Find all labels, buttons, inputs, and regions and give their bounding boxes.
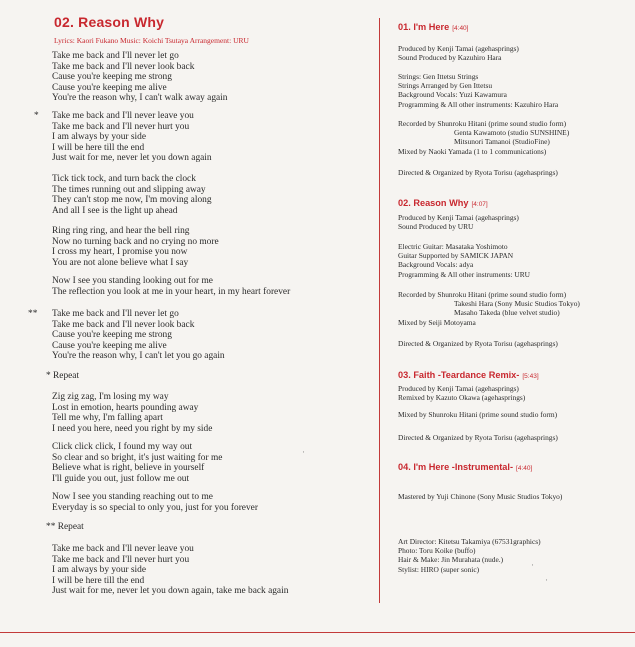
lyric-text: I am always by your side: [52, 565, 146, 576]
track-duration: [4:07]: [471, 201, 488, 208]
lyric-text: Take me back and I'll never hurt you: [52, 554, 190, 565]
lyric-text: You are not alone believe what I say: [52, 257, 189, 268]
column-divider: [379, 18, 380, 603]
lyric-stanza: [34, 544, 374, 597]
lyric-line: [34, 174, 374, 185]
lyric-text: Click click click, I found my way out: [52, 442, 193, 452]
track-title: 04. I'm Here -Instrumental-: [398, 462, 514, 472]
lyric-line: [28, 309, 374, 320]
credit-block: [398, 290, 630, 327]
song-title: 02. Reason Why: [54, 14, 165, 30]
credit-line: Sound Produced by URU: [398, 222, 474, 232]
lyric-text: Take me back and I'll never leave you: [52, 111, 194, 121]
lyric-line: [34, 153, 374, 164]
lyric-line: [34, 463, 374, 474]
lyric-stanza: [34, 111, 374, 164]
lyric-line: [34, 586, 374, 597]
lyric-stanza: [28, 309, 374, 362]
lyric-line: [34, 424, 374, 435]
lyric-stanza: [34, 442, 374, 484]
lyric-text: You're the reason why, I can't walk away again: [52, 93, 228, 104]
lyric-stanza: [34, 174, 374, 216]
track-duration: [4:40]: [516, 465, 533, 472]
lyric-stanza: [34, 492, 374, 513]
track-duration: [5:43]: [522, 373, 539, 380]
credit-line: Directed & Organized by Ryota Torisu (agehasprings): [398, 168, 558, 177]
track-heading: [398, 198, 488, 208]
lyric-text: Cause you're keeping me strong: [52, 72, 172, 83]
credit-block: [398, 168, 630, 177]
lyric-text: The reflection you look at me in your heart, in my heart forever: [52, 286, 291, 297]
lyric-line: [34, 330, 374, 341]
credit-line: Mastered by Yuji Chinone (Sony Music Studios Tokyo): [398, 492, 563, 501]
song-credits: Lyrics: Kaori Fukano Music: Koichi Tsutaya Arrangement: URU: [54, 36, 249, 45]
lyric-line: [34, 206, 374, 217]
staff-credits: [398, 537, 630, 574]
chorus-marker: **: [28, 309, 38, 319]
lyric-text: Take me back and I'll never let go: [52, 309, 179, 319]
lyric-line: [34, 62, 374, 73]
lyric-line: [34, 226, 374, 237]
credit-block: [398, 384, 630, 402]
lyric-stanza: [34, 226, 374, 268]
lyric-text: Take me back and I'll never look back: [52, 61, 195, 72]
lyric-text: They can't stop me now, I'm moving along: [52, 195, 212, 206]
credit-line: Programming & All other instruments: Kazuhiro Hara: [398, 99, 559, 109]
credit-line: Produced by Kenji Tamai (agehasprings): [398, 213, 519, 222]
lyric-text: Zig zig zag, I'm losing my way: [52, 392, 169, 402]
lyric-line: [34, 258, 374, 269]
credit-line: Background Vocals: Yuzi Kawamura: [398, 90, 507, 100]
lyric-text: And all I see is the light up ahead: [52, 205, 178, 216]
lyric-stanza: [34, 276, 374, 297]
credit-line: Remixed by Kazuto Okawa (agehasprings): [398, 393, 526, 403]
lyric-text: I am always by your side: [52, 132, 146, 143]
credit-line: Produced by Kenji Tamai (agehasprings): [398, 384, 519, 393]
lyric-stanza: [34, 51, 374, 104]
staff-credit-line: Art Director: Kitetsu Takamiya (67531graphics): [398, 537, 541, 546]
credit-block: [398, 72, 630, 109]
credit-block: [398, 339, 630, 348]
lyric-line: [34, 474, 374, 485]
credit-line: Strings: Gen Ittetsu Strings: [398, 72, 479, 81]
credit-line: Recorded by Shunroku Hitani (prime sound studio form): [398, 119, 567, 128]
credit-line: Programming & All other instruments: URU: [398, 269, 530, 279]
lyric-text: I will be here till the end: [52, 142, 145, 153]
lyric-text: Cause you're keeping me strong: [52, 330, 172, 341]
lyric-line: [34, 93, 374, 104]
credit-block: [398, 213, 630, 231]
credit-line: Electric Guitar: Masataka Yoshimoto: [398, 242, 508, 251]
lyric-text: Just wait for me, never let you down again: [52, 153, 212, 164]
lyric-text: Tick tick tock, and turn back the clock: [52, 174, 196, 184]
lyric-line: [34, 122, 374, 133]
lyric-line: [34, 565, 374, 576]
credit-line: Mixed by Seiji Motoyama: [398, 317, 476, 327]
lyric-line: [34, 351, 374, 362]
lyric-text: Cause you're keeping me alive: [52, 340, 167, 351]
lyric-text: Cause you're keeping me alive: [52, 82, 167, 93]
lyric-line: [34, 392, 374, 403]
credit-line: Mixed by Naoki Yamada (1 to 1 communications): [398, 146, 547, 156]
lyric-line: [34, 453, 374, 464]
credit-block: [398, 410, 630, 419]
lyric-line: [34, 413, 374, 424]
lyric-text: Tell me why, I'm falling apart: [52, 413, 163, 424]
track-title: 01. I'm Here: [398, 22, 450, 32]
lyric-text: The times running out and slipping away: [52, 184, 206, 195]
lyric-line: [34, 287, 374, 298]
lyric-text: Take me back and I'll never look back: [52, 319, 195, 330]
credit-line: Mixed by Shunroku Hitani (prime sound studio form): [398, 410, 558, 419]
staff-credit-line: Stylist: HIRO (super sonic): [398, 564, 480, 574]
lyric-line: [34, 503, 374, 514]
track-heading: [398, 22, 468, 32]
lyric-text: I need you here, need you right by my side: [52, 423, 213, 434]
track-duration: [4:40]: [452, 25, 469, 32]
staff-credit-line: Photo: Toru Koike (buffo): [398, 546, 476, 556]
speck-mark: ·: [302, 447, 305, 457]
credit-line: Produced by Kenji Tamai (agehasprings): [398, 44, 519, 53]
lyric-text: I will be here till the end: [52, 575, 145, 586]
lyric-text: Ring ring ring, and hear the bell ring: [52, 226, 190, 236]
lyric-text: Now I see you standing reaching out to me: [52, 492, 213, 502]
lyric-text: Now no turning back and no crying no more: [52, 236, 219, 247]
lyric-line: [34, 111, 374, 122]
lyric-line: [34, 403, 374, 414]
lyric-line: [34, 576, 374, 587]
lyric-line: [34, 247, 374, 258]
lyric-line: [34, 442, 374, 453]
lyric-line: [34, 276, 374, 287]
speck-mark: ·: [531, 560, 534, 570]
staff-credit-line: Hair & Make: Jin Murahata (nude.): [398, 555, 504, 565]
lyric-text: Now I see you standing looking out for me: [52, 276, 213, 286]
credit-line: Directed & Organized by Ryota Torisu (agehasprings): [398, 339, 558, 348]
credit-block: [398, 433, 630, 442]
lyric-stanza: [34, 392, 374, 434]
track-title: 03. Faith -Teardance Remix-: [398, 370, 520, 380]
credit-line: Takeshi Hara (Sony Music Studios Tokyo): [454, 299, 580, 309]
repeat-marker: * Repeat: [46, 371, 80, 381]
lyric-text: Take me back and I'll never hurt you: [52, 121, 190, 132]
bottom-rule: [0, 632, 635, 633]
repeat-marker: ** Repeat: [46, 522, 84, 532]
credit-block: [398, 242, 630, 279]
lyric-line: [34, 51, 374, 62]
lyric-text: Believe what is right, believe in yourself: [52, 463, 205, 474]
lyric-line: [34, 237, 374, 248]
lyric-line: [34, 341, 374, 352]
lyric-line: [34, 195, 374, 206]
lyric-line: [34, 72, 374, 83]
credit-line: Recorded by Shunroku Hitani (prime sound studio form): [398, 290, 567, 299]
lyric-line: [34, 320, 374, 331]
credit-block: [398, 119, 630, 156]
track-title: 02. Reason Why: [398, 198, 469, 208]
lyric-text: You're the reason why, I can't let you go again: [52, 351, 225, 362]
credit-block: [398, 44, 630, 62]
lyric-text: Everyday is so special to only you, just for you forever: [52, 502, 258, 513]
track-heading: [398, 370, 539, 380]
lyric-line: [34, 83, 374, 94]
speck-mark: ·: [545, 575, 548, 585]
lyric-line: [34, 185, 374, 196]
lyric-line: [34, 544, 374, 555]
lyric-line: [34, 492, 374, 503]
credit-line: Masaho Takeda (blue velvet studio): [454, 308, 560, 318]
lyric-text: Take me back and I'll never leave you: [52, 544, 194, 554]
credit-line: Sound Produced by Kazuhiro Hara: [398, 53, 502, 63]
credit-line: Guitar Supported by SAMICK JAPAN: [398, 251, 514, 261]
lyric-text: Take me back and I'll never let go: [52, 51, 179, 61]
lyric-text: I cross my heart, I promise you now: [52, 247, 188, 258]
lyric-line: [34, 555, 374, 566]
lyric-text: So clear and so bright, it's just waiting for me: [52, 452, 223, 463]
lyric-text: Just wait for me, never let you down again, take me back again: [52, 586, 289, 597]
credit-block: [398, 492, 630, 501]
chorus-marker: *: [34, 111, 39, 121]
credit-line: Strings Arranged by Gen Ittetsu: [398, 81, 493, 91]
credit-line: Directed & Organized by Ryota Torisu (agehasprings): [398, 433, 558, 442]
credit-line: Mitsunori Tamanoi (StudioFine): [454, 137, 550, 147]
credit-line: Genta Kawamoto (studio SUNSHINE): [454, 128, 570, 138]
lyric-line: [34, 132, 374, 143]
credit-line: Background Vocals: adya: [398, 260, 474, 270]
lyric-line: [34, 143, 374, 154]
lyric-text: Lost in emotion, hearts pounding away: [52, 402, 199, 413]
track-heading: [398, 462, 532, 472]
lyric-text: I'll guide you out, just follow me out: [52, 473, 190, 484]
